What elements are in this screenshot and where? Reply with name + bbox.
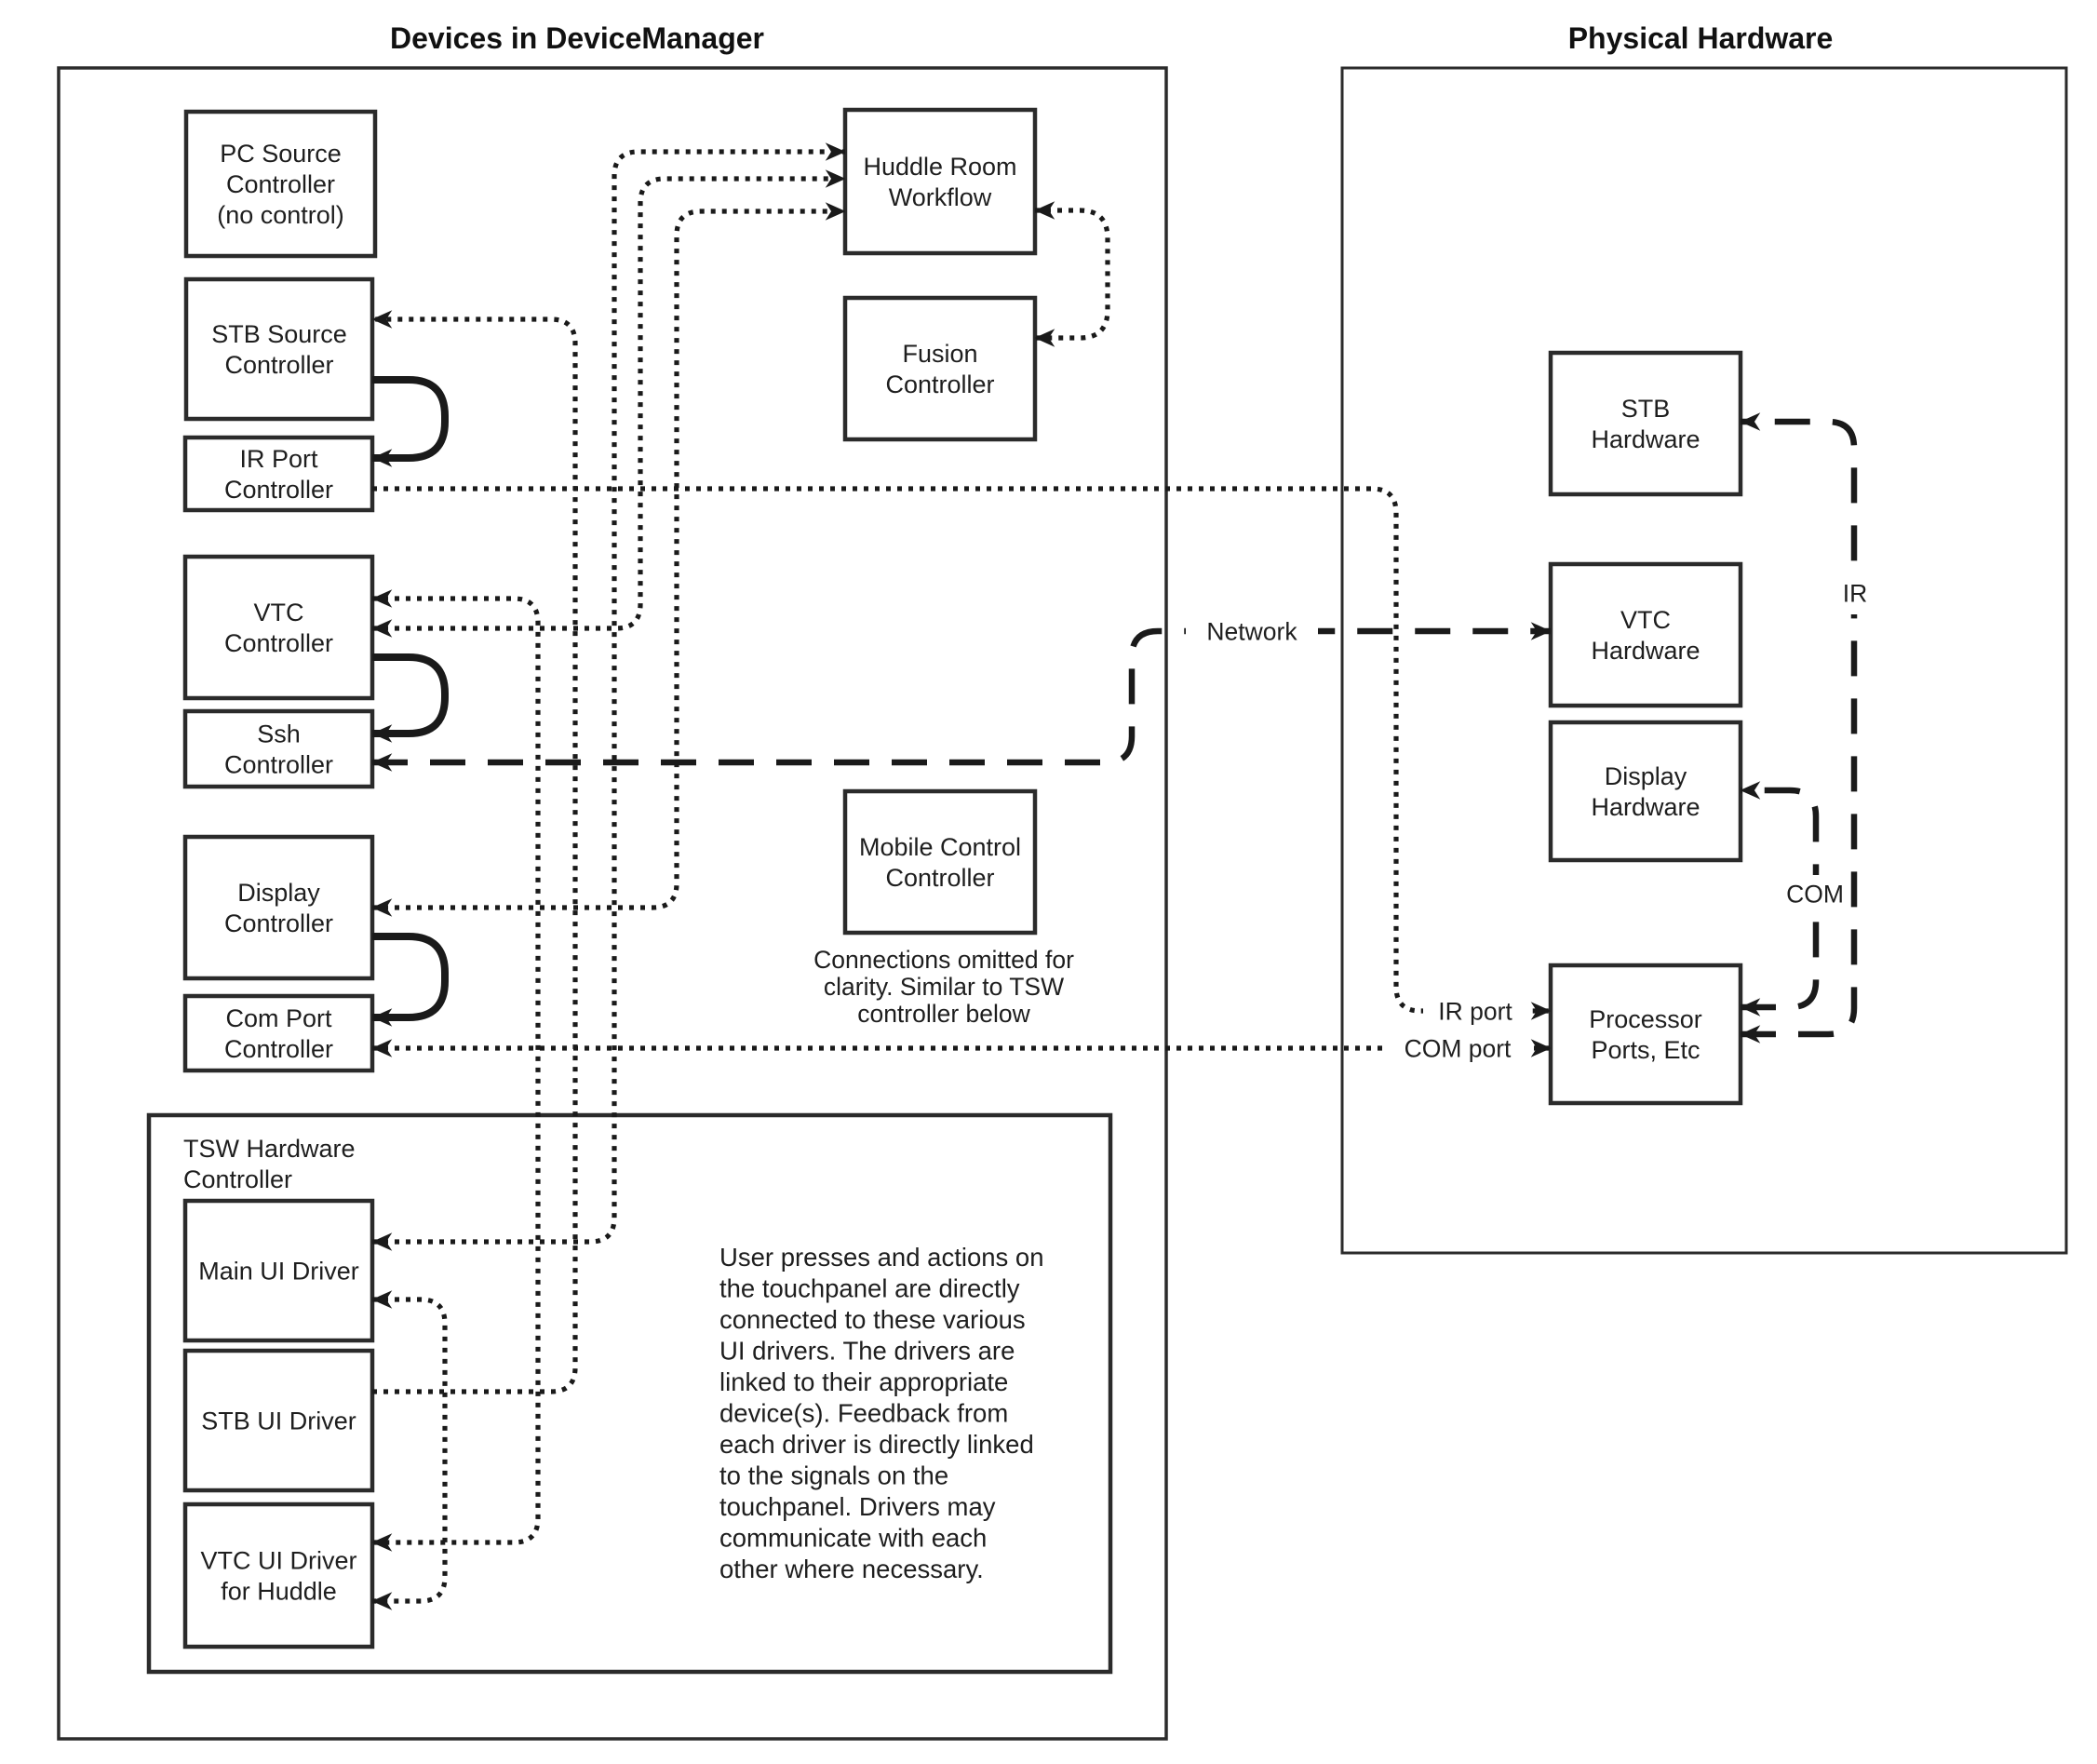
- edge-ssh-to-vtchardware: [372, 631, 1551, 762]
- fusion-controller-label-line: Controller: [885, 370, 995, 398]
- display-hardware-label-line: Hardware: [1591, 792, 1700, 821]
- vtc-hardware-label-line: VTC: [1620, 605, 1671, 634]
- edge-vtcctrl-to-ssh: [372, 657, 445, 734]
- touchpanel-description-paragraph: [719, 1243, 1044, 1583]
- vtc-ui-driver: [185, 1504, 372, 1647]
- main-ui-driver-label: [198, 1257, 359, 1285]
- display-controller-label-line: Controller: [223, 909, 334, 937]
- huddle-room-workflow-label-line: Workflow: [888, 182, 992, 211]
- tsw-hardware-controller-container-label: [183, 1135, 356, 1193]
- touchpanel-description-paragraph-line: device(s). Feedback from: [719, 1398, 1009, 1428]
- edge-displayctrl-to-comport: [372, 936, 445, 1017]
- connections-omitted-note-line: controller below: [857, 1000, 1030, 1028]
- stb-hardware: [1551, 353, 1741, 494]
- com-label: COM: [1786, 880, 1844, 909]
- stb-source-controller-label-line: Controller: [224, 350, 334, 379]
- pc-source-controller-label-line: (no control): [217, 200, 344, 229]
- mobile-control-controller: [845, 791, 1035, 933]
- touchpanel-description-paragraph-line: each driver is directly linked: [719, 1430, 1034, 1459]
- pc-source-controller-label-line: Controller: [225, 169, 336, 198]
- display-controller-label-line: Display: [237, 878, 320, 907]
- edge-vtcctrl-to-vtcui: [372, 599, 538, 1542]
- mobile-control-controller-label-line: Mobile Control: [858, 832, 1022, 861]
- vtc-controller-label-line: VTC: [253, 598, 304, 626]
- touchpanel-description-paragraph-line: the touchpanel are directly: [719, 1273, 1020, 1303]
- line-labels-layer: [1186, 572, 1875, 1063]
- vtc-ui-driver-label-line: for Huddle: [221, 1577, 337, 1606]
- stb-ui-driver-label-line: STB UI Driver: [201, 1407, 356, 1435]
- pc-source-controller-label-line: PC Source: [220, 139, 342, 168]
- processor-ports-label-line: Processor: [1589, 1004, 1702, 1033]
- network-label: Network: [1206, 617, 1297, 646]
- edge-stbui-to-stbsource: [372, 319, 575, 1392]
- touchpanel-description-paragraph-line: linked to their appropriate: [719, 1367, 1009, 1396]
- connections-omitted-note: [813, 946, 1074, 1028]
- vtc-ui-driver-label-line: VTC UI Driver: [200, 1546, 357, 1575]
- edge-huddle-to-fusion: [1035, 210, 1108, 338]
- ssh-controller-label-line: Ssh: [257, 720, 301, 748]
- stb-hardware-label-line: STB: [1620, 394, 1671, 423]
- tsw-hardware-controller-container-label-line: Controller: [183, 1165, 293, 1193]
- stb-ui-driver-label: [201, 1407, 356, 1434]
- touchpanel-description-paragraph-line: communicate with each: [719, 1523, 988, 1553]
- processor-ports: [1551, 965, 1741, 1103]
- vtc-controller-label-line: Controller: [223, 628, 334, 657]
- fusion-controller-label-line: Fusion: [902, 339, 978, 368]
- huddle-room-workflow-label-line: Huddle Room: [863, 152, 1017, 181]
- physical-hardware-title: Physical Hardware: [1567, 21, 1834, 55]
- ssh-controller-label-line: Controller: [223, 750, 334, 779]
- huddle-room-workflow: [845, 110, 1035, 253]
- com-port-controller-label-line: Controller: [223, 1034, 334, 1063]
- touchpanel-description-paragraph-line: User presses and actions on: [719, 1243, 1044, 1272]
- com-port-label: COM port: [1404, 1034, 1512, 1063]
- stb-source-controller: [186, 279, 372, 419]
- display-hardware-label-line: Display: [1604, 761, 1687, 790]
- touchpanel-description-paragraph-line: to the signals on the: [719, 1461, 949, 1490]
- connections-omitted-note-line: clarity. Similar to TSW: [823, 973, 1065, 1001]
- pc-source-controller-label: [217, 140, 344, 229]
- main-ui-driver-label-line: Main UI Driver: [198, 1257, 359, 1286]
- display-hardware: [1551, 722, 1741, 860]
- ir-port-label: IR port: [1438, 997, 1512, 1026]
- vtc-controller: [185, 557, 372, 698]
- stb-hardware-label-line: Hardware: [1591, 424, 1700, 453]
- processor-ports-label-line: Ports, Etc: [1591, 1035, 1700, 1064]
- mobile-control-controller-label-line: Controller: [885, 863, 995, 892]
- tsw-hardware-controller-container-label-line: TSW Hardware: [183, 1135, 356, 1163]
- touchpanel-description-paragraph-line: UI drivers. The drivers are: [719, 1336, 1015, 1366]
- edge-mainui-to-vtcui: [372, 1299, 445, 1601]
- connections-omitted-note-line: Connections omitted for: [813, 946, 1074, 974]
- ir-port-controller-label-line: Controller: [223, 475, 334, 504]
- fusion-controller: [845, 298, 1035, 439]
- com-port-controller-label-line: Com Port: [225, 1003, 332, 1032]
- touchpanel-description-paragraph-line: connected to these various: [719, 1305, 1026, 1334]
- free-text-layer: [719, 946, 1074, 1583]
- edge-stbsource-to-irport: [372, 380, 445, 458]
- devices-title: Devices in DeviceManager: [390, 21, 764, 55]
- touchpanel-description-paragraph-line: touchpanel. Drivers may: [719, 1492, 996, 1521]
- ir-port-controller-label-line: IR Port: [239, 444, 318, 473]
- edge-processor-to-stbhw-ir: [1741, 422, 1854, 1034]
- ir-label: IR: [1842, 579, 1868, 608]
- vtc-hardware: [1551, 564, 1741, 706]
- edge-displayctrl-to-huddle: [372, 211, 845, 908]
- touchpanel-description-paragraph-line: other where necessary.: [719, 1555, 984, 1583]
- stb-source-controller-label-line: STB Source: [211, 319, 347, 348]
- display-controller: [185, 837, 372, 978]
- vtc-hardware-label-line: Hardware: [1591, 636, 1700, 665]
